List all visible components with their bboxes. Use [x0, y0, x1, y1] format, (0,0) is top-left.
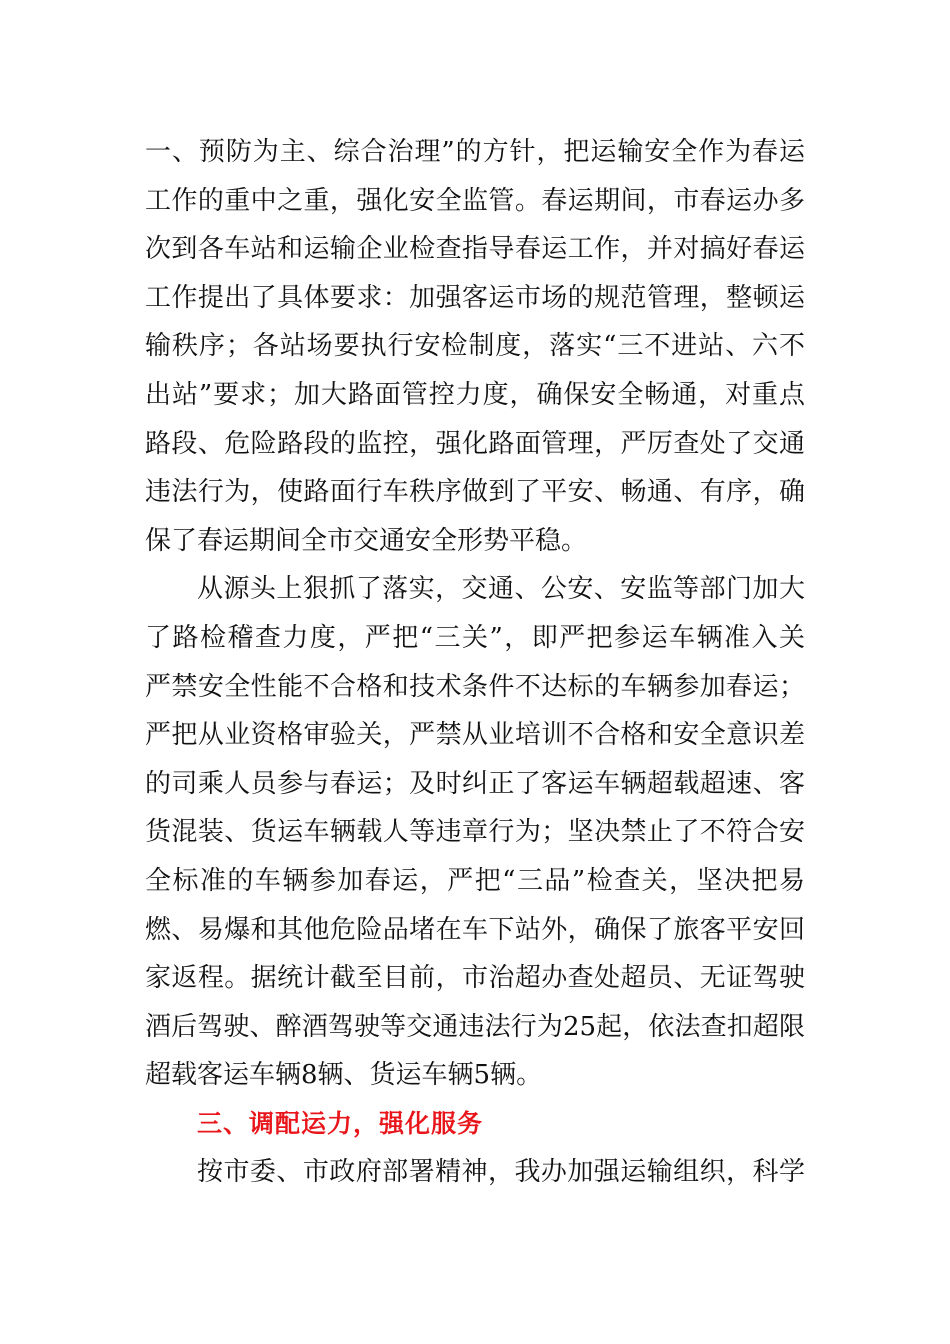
text-line: 违法行为，使路面行车秩序做到了平安、畅通、有序，确: [145, 477, 805, 508]
section-heading: 三、调配运力，强化服务: [197, 1108, 484, 1138]
text-line: 工作的重中之重，强化安全监管。春运期间，市春运办多: [145, 185, 805, 216]
text-line: 了路检稽查力度，严把“三关”，即严把参运车辆准入关: [145, 622, 805, 653]
paragraph-source-control: [145, 565, 805, 1100]
text-line: 工作提出了具体要求：加强客运市场的规范管理，整顿运: [145, 282, 805, 313]
text-line: 超载客运车辆8辆、货运车辆5辆。: [145, 1060, 543, 1091]
text-line: 保了春运期间全市交通安全形势平稳。: [145, 525, 588, 556]
text-line: 路段、危险路段的监控，强化路面管理，严厉查处了交通: [145, 428, 805, 459]
text-line: 家返程。据统计截至目前，市治超办查处超员、无证驾驶: [145, 963, 805, 994]
text-line: 的司乘人员参与春运；及时纠正了客运车辆超载超速、客: [145, 768, 805, 799]
text-line: 从源头上狠抓了落实，交通、公安、安监等部门加大: [197, 574, 805, 605]
text-line: 一、预防为主、综合治理”的方针，把运输安全作为春运: [145, 137, 805, 167]
text-line: 严把从业资格审验关，严禁从业培训不合格和安全意识差: [145, 720, 805, 751]
text-line: 严禁安全性能不合格和技术条件不达标的车辆参加春运；: [145, 671, 805, 702]
document-body: [145, 128, 805, 1197]
text-line: 次到各车站和运输企业检查指导春运工作，并对搞好春运: [145, 234, 805, 265]
text-line: 出站”要求；加大路面管控力度，确保安全畅通，对重点: [145, 379, 805, 410]
text-line: 燃、易爆和其他危险品堵在车下站外，确保了旅客平安回: [145, 914, 805, 945]
paragraph-capacity-service: [145, 1148, 805, 1197]
text-line: 货混装、货运车辆载人等违章行为；坚决禁止了不符合安: [145, 817, 805, 848]
text-line: 按市委、市政府部署精神，我办加强运输组织，科学: [197, 1157, 805, 1188]
text-line: 全标准的车辆参加春运，严把“三品”检查关，坚决把易: [145, 865, 805, 896]
text-line: 输秩序；各站场要执行安检制度，落实“三不进站、六不: [145, 331, 805, 362]
text-line: 酒后驾驶、醉酒驾驶等交通违法行为25起，依法查扣超限: [145, 1011, 805, 1042]
paragraph-safety-supervision: [145, 128, 805, 565]
